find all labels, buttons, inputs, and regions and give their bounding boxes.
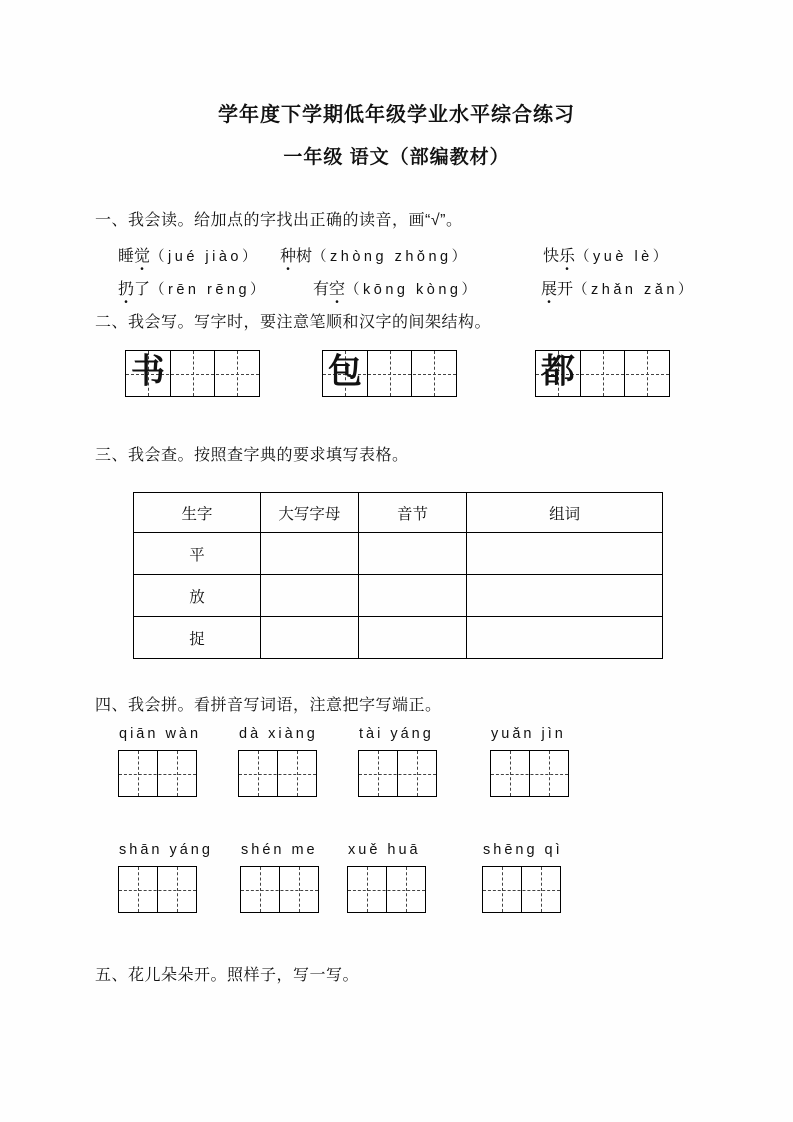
- table-header-cell: 大写字母: [260, 493, 358, 533]
- table-answer-cell: [260, 575, 358, 617]
- pinyin-label: xuě huā: [348, 842, 421, 858]
- table-char-cell: 放: [134, 575, 261, 617]
- word-character: 觉: [134, 248, 151, 265]
- writing-grid: [322, 350, 457, 397]
- writing-cell: [367, 351, 412, 396]
- word-entry: [543, 243, 671, 266]
- word-entry: [118, 276, 313, 299]
- writing-cell: [529, 751, 568, 796]
- word-character: 种: [280, 248, 297, 265]
- writing-grid: [490, 750, 569, 797]
- writing-grid: [240, 866, 319, 913]
- writing-grid: [125, 350, 260, 397]
- dictionary-table: [133, 492, 663, 659]
- writing-cell: [241, 867, 279, 912]
- pinyin-label: shén me: [241, 842, 318, 858]
- dictionary-table-head: [134, 493, 663, 533]
- section2-heading: 二、我会写。写字时，要注意笔顺和汉字的间架结构。: [95, 314, 492, 331]
- section4-heading: 四、我会拼。看拼音写词语，注意把字写端正。: [95, 697, 442, 714]
- pinyin-word-group: [118, 842, 240, 913]
- writing-cell: [483, 867, 521, 912]
- page-subtitle: 一年级 语文（部编教材）: [283, 147, 510, 168]
- word-characters: [280, 248, 312, 265]
- pinyin-grid-row-2: [118, 842, 563, 913]
- word-character: 开: [557, 281, 574, 298]
- dictionary-table-body: [134, 533, 663, 659]
- writing-cell: [277, 751, 316, 796]
- section5-heading: 五、花儿朵朵开。照样子，写一写。: [95, 967, 360, 984]
- word-characters: [543, 248, 575, 265]
- pinyin-word-group: [358, 726, 490, 797]
- table-answer-cell: [467, 533, 663, 575]
- word-character: 睡: [118, 248, 135, 265]
- table-answer-cell: [467, 617, 663, 659]
- writing-cell: [397, 751, 436, 796]
- writing-cell: [411, 351, 456, 396]
- writing-grid: [238, 750, 317, 797]
- pinyin-word-group: [118, 726, 238, 797]
- pinyin-label: yuǎn jìn: [491, 726, 566, 742]
- table-answer-cell: [358, 533, 466, 575]
- writing-grid: [118, 866, 197, 913]
- word-characters: [118, 281, 150, 298]
- writing-cell: [348, 867, 386, 912]
- table-char-cell: 捉: [134, 617, 261, 659]
- section2-writing-grids: [125, 350, 670, 397]
- pinyin-label: dà xiàng: [239, 726, 318, 742]
- writing-cell: [126, 351, 170, 396]
- writing-grid: [347, 866, 426, 913]
- pinyin-label: shēng qì: [483, 842, 563, 858]
- writing-cell: [119, 867, 157, 912]
- word-character: 快: [543, 248, 560, 265]
- table-answer-cell: [260, 533, 358, 575]
- table-header-row: [134, 493, 663, 533]
- table-row: [134, 575, 663, 617]
- word-entry: [280, 243, 543, 266]
- pinyin-options: （zhǎn zǎn）: [573, 282, 696, 298]
- word-character: 空: [329, 281, 346, 298]
- writing-cell: [157, 751, 196, 796]
- writing-grid: [482, 866, 561, 913]
- word-character: 有: [313, 281, 330, 298]
- word-character: 树: [296, 248, 313, 265]
- example-character: 书: [130, 353, 165, 391]
- word-character: 扔: [118, 281, 135, 298]
- writing-cell: [491, 751, 529, 796]
- writing-cell: [279, 867, 318, 912]
- table-header-cell: 组词: [467, 493, 663, 533]
- writing-cell: [323, 351, 367, 396]
- word-characters: [541, 281, 573, 298]
- table-answer-cell: [467, 575, 663, 617]
- writing-cell: [359, 751, 397, 796]
- writing-cell: [521, 867, 560, 912]
- writing-cell: [214, 351, 259, 396]
- pinyin-word-group: [347, 842, 482, 913]
- writing-cell: [386, 867, 425, 912]
- pinyin-label: qiān wàn: [119, 726, 202, 742]
- pinyin-choice-row: [118, 243, 738, 276]
- word-entry: [118, 243, 280, 266]
- pinyin-label: shān yáng: [119, 842, 213, 858]
- writing-grid: [358, 750, 437, 797]
- writing-grid: [535, 350, 670, 397]
- writing-cell: [536, 351, 580, 396]
- writing-cell: [580, 351, 625, 396]
- section1-words: [118, 243, 738, 309]
- word-character: 展: [541, 281, 558, 298]
- pinyin-grid-row-1: [118, 726, 569, 797]
- writing-cell: [170, 351, 215, 396]
- pinyin-options: （jué jiào）: [150, 249, 260, 265]
- pinyin-options: （rēn rēng）: [150, 282, 269, 298]
- section3-heading: 三、我会查。按照查字典的要求填写表格。: [95, 447, 409, 464]
- word-entry: [541, 276, 696, 299]
- table-answer-cell: [260, 617, 358, 659]
- table-row: [134, 617, 663, 659]
- pinyin-options: （kōng kòng）: [345, 282, 480, 298]
- writing-grid: [118, 750, 197, 797]
- pinyin-label: tài yáng: [359, 726, 434, 742]
- writing-cell: [624, 351, 669, 396]
- table-header-cell: 生字: [134, 493, 261, 533]
- pinyin-choice-row: [118, 276, 738, 309]
- pinyin-word-group: [240, 842, 347, 913]
- pinyin-options: （zhòng zhǒng）: [312, 249, 470, 265]
- section1-heading: 一、我会读。给加点的字找出正确的读音，画“√”。: [95, 212, 463, 229]
- word-entry: [313, 276, 541, 299]
- writing-cell: [239, 751, 277, 796]
- example-character: 包: [327, 353, 362, 391]
- table-answer-cell: [358, 617, 466, 659]
- pinyin-word-group: [238, 726, 358, 797]
- writing-cell: [157, 867, 196, 912]
- page-title: 学年度下学期低年级学业水平综合练习: [218, 104, 575, 126]
- word-character: 乐: [559, 248, 576, 265]
- word-characters: [118, 248, 150, 265]
- example-character: 都: [540, 353, 575, 391]
- pinyin-word-group: [482, 842, 563, 913]
- table-row: [134, 533, 663, 575]
- table-answer-cell: [358, 575, 466, 617]
- table-char-cell: 平: [134, 533, 261, 575]
- word-character: 了: [134, 281, 151, 298]
- writing-cell: [119, 751, 157, 796]
- table-header-cell: 音节: [358, 493, 466, 533]
- pinyin-options: （yuè lè）: [575, 249, 671, 265]
- word-characters: [313, 281, 345, 298]
- pinyin-word-group: [490, 726, 569, 797]
